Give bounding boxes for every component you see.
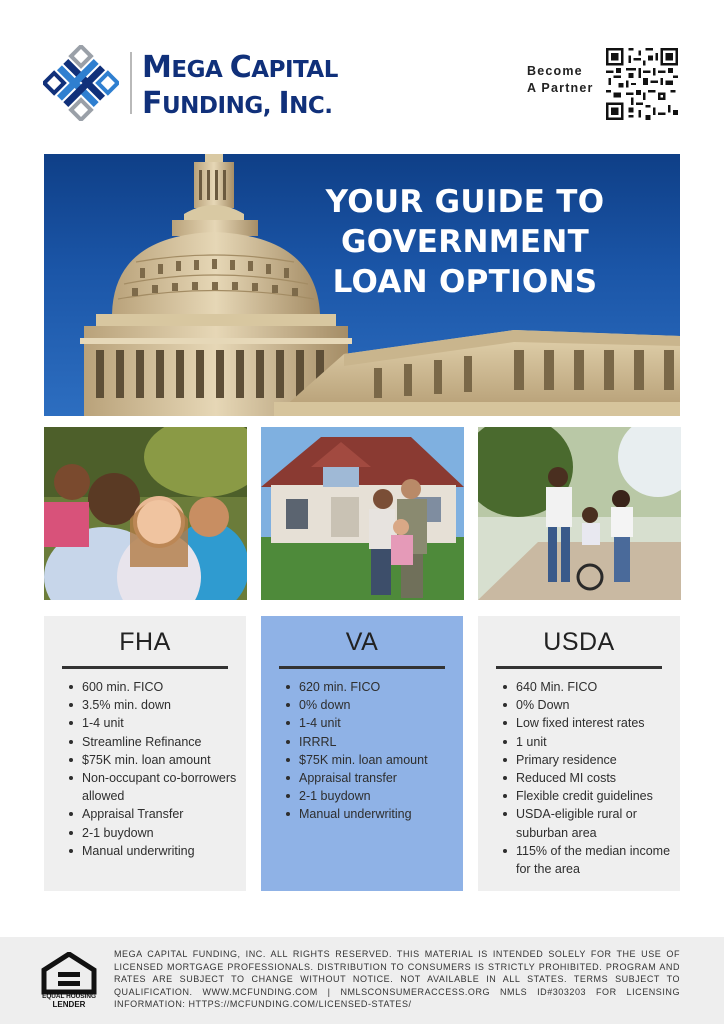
fha-column: [44, 616, 246, 891]
usda-feature-list: [500, 678, 675, 878]
list-item: 600 min. FICO: [66, 678, 241, 696]
list-item: Non-occupant co-borrowers allowed: [66, 769, 241, 805]
list-item: 2-1 buydown: [283, 787, 458, 805]
list-item: 115% of the median income for the area: [500, 842, 675, 878]
list-item: Primary residence: [500, 751, 675, 769]
list-item: $75K min. loan amount: [283, 751, 458, 769]
list-item: IRRRL: [283, 733, 458, 751]
usda-title: USDA: [543, 628, 615, 656]
qr-code[interactable]: [606, 48, 678, 120]
company-logo: [43, 45, 119, 121]
list-item: Streamline Refinance: [66, 733, 241, 751]
usda-column: [478, 616, 680, 891]
equal-housing-label: [40, 993, 98, 1009]
list-item: Low fixed interest rates: [500, 714, 675, 732]
list-item: 2-1 buydown: [66, 824, 241, 842]
fha-divider: [62, 666, 228, 669]
footer: [0, 937, 724, 1024]
brand-line-1: MEGA CAPITAL: [142, 50, 338, 85]
list-item: Flexible credit guidelines: [500, 787, 675, 805]
list-item: Appraisal transfer: [283, 769, 458, 787]
va-feature-list: [283, 678, 458, 824]
list-item: 3.5% min. down: [66, 696, 241, 714]
list-item: 1-4 unit: [283, 714, 458, 732]
va-title: VA: [345, 628, 379, 656]
list-item: USDA-eligible rural or suburban area: [500, 805, 675, 841]
list-item: Manual underwriting: [66, 842, 241, 860]
hero-banner: [44, 154, 680, 416]
hero-title-line-1: YOUR GUIDE TO: [325, 184, 605, 220]
list-item: 0% down: [283, 696, 458, 714]
list-item: 0% Down: [500, 696, 675, 714]
list-item: $75K min. loan amount: [66, 751, 241, 769]
become-partner-text: [527, 63, 594, 97]
hero-title: [305, 182, 625, 302]
fha-feature-list: [66, 678, 241, 860]
brand-name: [142, 52, 338, 124]
list-item: 620 min. FICO: [283, 678, 458, 696]
usda-family-photo: [478, 427, 681, 600]
list-item: 640 Min. FICO: [500, 678, 675, 696]
list-item: 1-4 unit: [66, 714, 241, 732]
partner-line-1: Become: [527, 64, 583, 78]
hero-title-line-2: GOVERNMENT: [340, 224, 590, 260]
va-column: [261, 616, 463, 891]
legal-disclaimer: MEGA CAPITAL FUNDING, INC. ALL RIGHTS RESERVED. THIS MATERIAL IS INTENDED SOLELY FOR THE USE OF LICENSED MORTGAGE PROFESSIONALS. DISTRIBUTION TO CONSUMERS IS STRICTLY PROHIBITED. PROGRAM AND RATES ARE SUBJECT TO CHANGE WITHOUT NOTICE. NOT AVAILABLE IN ALL STATES. TERMS SUBJECT TO QUALIFICATION. WWW.MCFUNDING.COM | NMLSCONSUMERACCESS.ORG NMLS ID#303203 FOR LICENSING INFORMATION: HTTPS://MCFUNDING.COM/LICENSED-STATES/: [114, 949, 680, 1010]
eho-line-2: LENDER: [52, 1000, 86, 1009]
usda-divider: [496, 666, 662, 669]
fha-title: FHA: [119, 628, 171, 656]
partner-line-2: A Partner: [527, 81, 594, 95]
fha-family-photo: [44, 427, 247, 600]
hero-title-line-3: LOAN OPTIONS: [332, 264, 598, 300]
eho-line-1: EQUAL HOUSING: [42, 993, 96, 1000]
list-item: Appraisal Transfer: [66, 805, 241, 823]
list-item: Reduced MI costs: [500, 769, 675, 787]
list-item: Manual underwriting: [283, 805, 458, 823]
logo-divider: [130, 52, 132, 114]
va-divider: [279, 666, 445, 669]
va-family-photo: [261, 427, 464, 600]
brand-line-2: FUNDING, INC.: [142, 86, 333, 121]
list-item: 1 unit: [500, 733, 675, 751]
